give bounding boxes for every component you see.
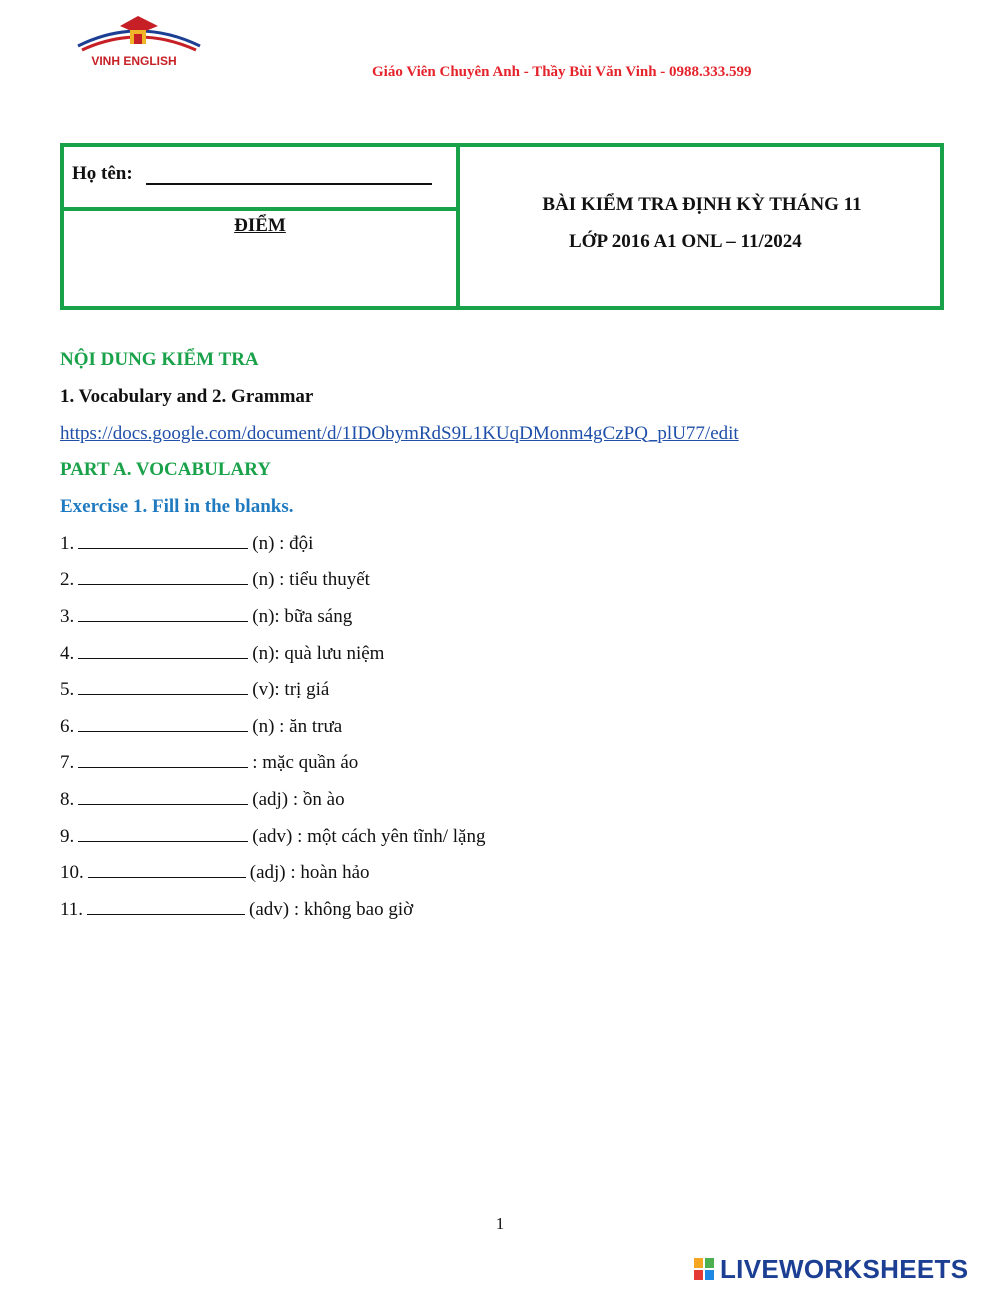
teacher-contact-line: Giáo Viên Chuyên Anh - Thầy Bùi Văn Vinh - 0988.333.599 <box>372 64 752 80</box>
item-hint: (adj) : ồn ào <box>252 789 345 810</box>
box-vertical-divider <box>456 147 460 306</box>
brand-text: LIVEWORKSHEETS <box>720 1254 969 1284</box>
item-number: 5. <box>60 679 75 700</box>
item-hint: (adv) : không bao giờ <box>249 899 414 920</box>
item-hint: (n) : tiểu thuyết <box>252 569 370 590</box>
document-link[interactable]: https://docs.google.com/document/d/1IDObymRdS9L1KUqDMonm4gCzPQ_plU77/edit <box>60 423 739 444</box>
answer-blank[interactable] <box>78 680 248 695</box>
name-field[interactable] <box>146 183 432 185</box>
item-number: 7. <box>60 752 75 773</box>
list-item <box>60 862 370 884</box>
item-number: 2. <box>60 569 75 590</box>
list-item <box>60 606 352 628</box>
item-hint: (n): bữa sáng <box>252 606 353 627</box>
answer-blank[interactable] <box>88 863 246 878</box>
list-item <box>60 789 345 811</box>
item-number: 8. <box>60 789 75 810</box>
vinh-english-logo <box>68 10 208 72</box>
item-number: 3. <box>60 606 75 627</box>
graduation-cap-icon <box>68 10 208 56</box>
answer-blank[interactable] <box>78 753 248 768</box>
answer-blank[interactable] <box>78 717 248 732</box>
list-item <box>60 826 485 848</box>
list-item <box>60 752 358 774</box>
part-a-heading: PART A. VOCABULARY <box>60 459 272 480</box>
item-number: 6. <box>60 716 75 737</box>
item-number: 11. <box>60 899 84 920</box>
box-horizontal-divider <box>64 207 456 211</box>
answer-blank[interactable] <box>78 827 248 842</box>
name-label: Họ tên: <box>72 163 133 184</box>
item-number: 1. <box>60 533 75 554</box>
item-number: 9. <box>60 826 75 847</box>
answer-blank[interactable] <box>87 900 245 915</box>
page-number: 1 <box>495 1214 505 1233</box>
liveworksheets-icon <box>694 1258 714 1280</box>
list-item <box>60 643 384 665</box>
content-subheading: 1. Vocabulary and 2. Grammar <box>60 386 314 407</box>
item-hint: (v): trị giá <box>252 679 330 700</box>
answer-blank[interactable] <box>78 570 248 585</box>
answer-blank[interactable] <box>78 644 248 659</box>
item-hint: (n): quà lưu niệm <box>252 643 385 664</box>
answer-blank[interactable] <box>78 790 248 805</box>
item-hint: (n) : ăn trưa <box>252 716 343 737</box>
item-hint: (adv) : một cách yên tĩnh/ lặng <box>252 826 486 847</box>
student-info-box <box>60 143 944 310</box>
item-hint: : mặc quần áo <box>252 752 359 773</box>
item-number: 10. <box>60 862 84 883</box>
logo-text: VINH ENGLISH <box>91 54 177 68</box>
list-item <box>60 679 329 701</box>
item-number: 4. <box>60 643 75 664</box>
score-label: ĐIỂM <box>234 215 286 236</box>
list-item <box>60 569 370 591</box>
list-item <box>60 716 342 738</box>
item-hint: (adj) : hoàn hảo <box>249 862 370 883</box>
answer-blank[interactable] <box>78 607 248 622</box>
list-item <box>60 533 313 555</box>
content-heading: NỘI DUNG KIỂM TRA <box>60 349 259 370</box>
test-class: LỚP 2016 A1 ONL – 11/2024 <box>569 231 802 252</box>
answer-blank[interactable] <box>78 534 248 549</box>
item-hint: (n) : đội <box>252 533 314 554</box>
test-title: BÀI KIỂM TRA ĐỊNH KỲ THÁNG 11 <box>542 194 862 215</box>
list-item <box>60 899 413 921</box>
exercise-1-heading: Exercise 1. Fill in the blanks. <box>60 496 294 517</box>
